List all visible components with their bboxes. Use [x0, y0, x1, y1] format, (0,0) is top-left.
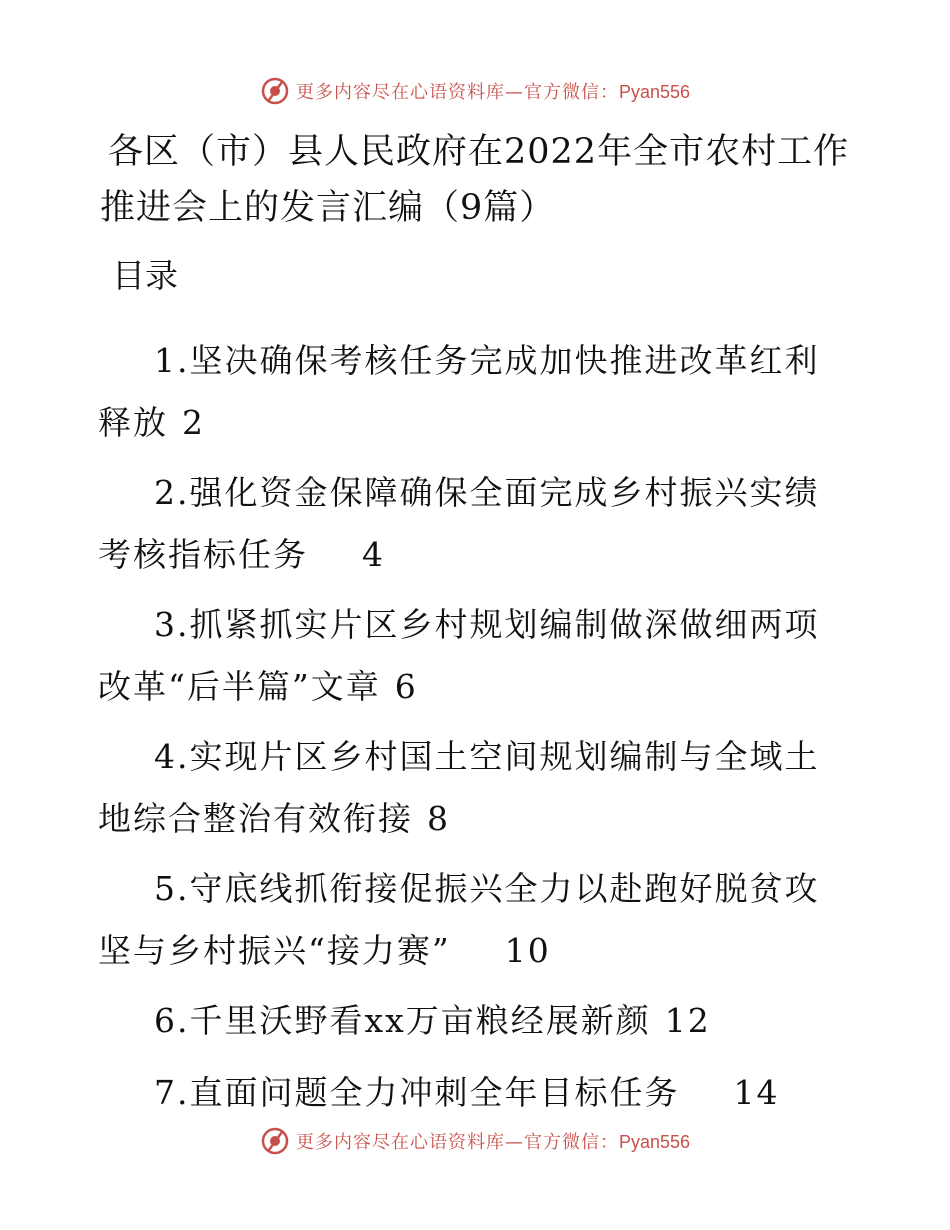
toc-item-page: 14	[733, 1073, 780, 1112]
toc-item[interactable]	[98, 990, 848, 1052]
watermark-id: Pyan556	[618, 1132, 691, 1152]
watermark-separator: —	[504, 82, 524, 103]
brand-logo-icon	[260, 76, 290, 106]
toc-item-page: 2	[182, 403, 205, 442]
toc-item-title: 6.千里沃野看xx万亩粮经展新颜	[154, 1001, 651, 1040]
toc-item-page: 4	[362, 535, 385, 574]
watermark-text	[296, 1128, 690, 1154]
toc-item-page: 8	[427, 799, 450, 838]
watermark-header	[0, 74, 950, 108]
toc-item-title: 4.实现片区乡村国土空间规划编制与全域土地综合整治有效衔接	[98, 737, 820, 838]
watermark-separator: —	[504, 1132, 524, 1153]
watermark-brand: 更多内容尽在心语资料库	[295, 82, 505, 103]
toc-item[interactable]	[98, 594, 848, 718]
toc-heading: 目录	[112, 256, 178, 295]
watermark-text	[296, 78, 690, 104]
table-of-contents	[98, 330, 848, 1134]
toc-item-title: 1.坚决确保考核任务完成加快推进改革红利释放	[98, 341, 820, 442]
toc-item-title: 3.抓紧抓实片区乡村规划编制做深做细两项改革“后半篇”文章	[98, 605, 820, 706]
watermark-contact: 官方微信：	[523, 1132, 619, 1153]
watermark-footer	[0, 1124, 950, 1158]
toc-item[interactable]	[98, 462, 848, 586]
brand-logo-icon	[260, 1126, 290, 1156]
watermark-brand: 更多内容尽在心语资料库	[295, 1132, 505, 1153]
watermark-contact: 官方微信：	[523, 82, 619, 103]
toc-item-title: 2.强化资金保障确保全面完成乡村振兴实绩考核指标任务	[98, 473, 820, 574]
toc-item[interactable]	[98, 858, 848, 982]
toc-item[interactable]	[98, 1062, 848, 1124]
watermark-id: Pyan556	[618, 82, 691, 102]
document-title: 各区（市）县人民政府在2022年全市农村工作推进会上的发言汇编（9篇）	[100, 132, 850, 228]
toc-item-title: 7.直面问题全力冲刺全年目标任务	[154, 1073, 680, 1112]
toc-item-title: 5.守底线抓衔接促振兴全力以赴跑好脱贫攻坚与乡村振兴“接力赛”	[98, 869, 820, 970]
toc-item[interactable]	[98, 726, 848, 850]
toc-item-page: 6	[394, 667, 418, 706]
toc-item-page: 12	[664, 1001, 711, 1040]
toc-item-page: 10	[504, 931, 551, 970]
toc-item[interactable]	[98, 330, 848, 454]
